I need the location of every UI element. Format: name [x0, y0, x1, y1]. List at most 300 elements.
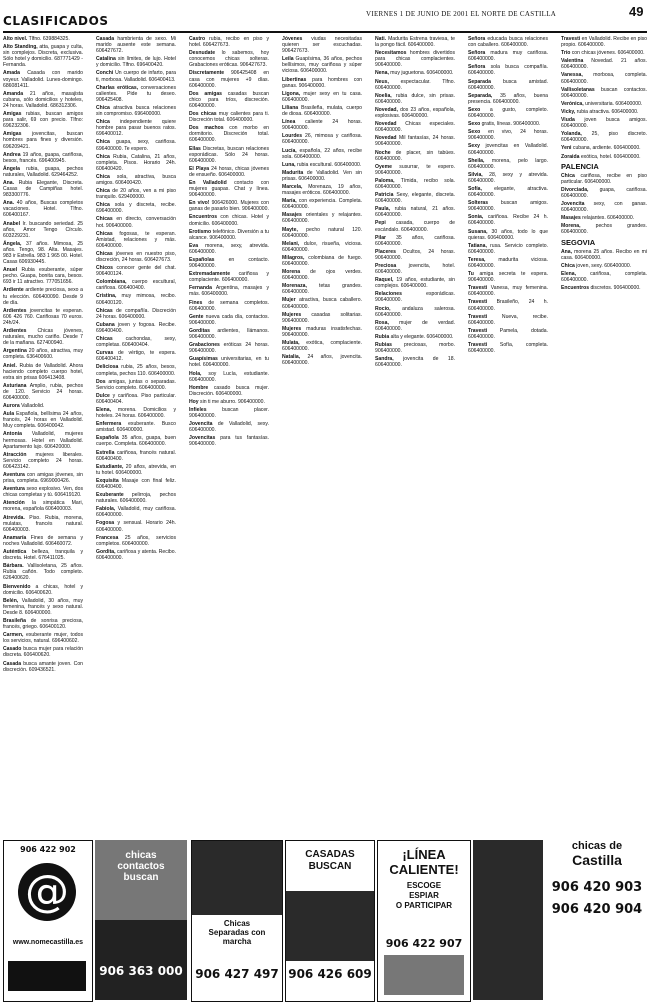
classified-ad — [3, 152, 83, 164]
ad-keyword: Sandra, — [375, 356, 394, 363]
ad-text: Ir. buscando seriedad. 25 años, Amor Tengo Círculo. 603229231. — [3, 220, 83, 239]
ad-keyword: En vivo! — [189, 200, 210, 207]
classified-ad — [96, 336, 176, 348]
ad-text: sola, atractiva, busca amigos. 606400420. — [96, 173, 176, 186]
classified-ad — [375, 291, 455, 303]
ad-text: 35 años, buena presencia. 606400000. — [468, 92, 548, 105]
classified-ad — [96, 393, 176, 405]
ad-text: española, 22 años, recibe sola. 606400000. — [282, 147, 362, 160]
classified-ad — [282, 133, 362, 145]
classified-ad — [468, 107, 548, 119]
ad-keyword: Francesa — [96, 534, 119, 541]
ad-text: con chicas. Hotel y domicilio. 606400000. — [189, 214, 269, 227]
classified-ad — [282, 77, 362, 89]
ad-text: morena, pelo largo. 606400000. — [468, 157, 548, 170]
classified-ad — [189, 50, 269, 68]
classified-ad — [282, 312, 362, 324]
ad-text: maduras insatisfechas. 906400000. — [282, 325, 362, 338]
classified-ad — [468, 158, 548, 170]
ad-keyword: Dos — [96, 378, 106, 385]
ad-line-3: ESCOGE — [406, 881, 442, 890]
ad-keyword: Ardientes — [3, 307, 27, 314]
ad-text: para tus fantasías. 906400000. — [189, 435, 269, 448]
ad-keyword: Separada — [468, 78, 491, 85]
ad-keyword: Extremadamente — [189, 271, 231, 278]
classified-ad — [282, 227, 362, 239]
classified-ad — [189, 285, 269, 297]
ad-keyword: Ardiente — [3, 287, 24, 294]
ad-text: pecho natural 120. 606400000. — [282, 226, 362, 239]
ad-text: atractiva busca relaciones sin compromiso. 696400000. — [96, 104, 176, 118]
classified-ad — [96, 139, 176, 151]
ad-chicas-contactos[interactable] — [95, 840, 187, 1000]
classified-ad — [96, 56, 176, 68]
ad-keyword: Verónica, — [561, 100, 584, 107]
ad-text: Tímida, recibo sola. 606400000. — [375, 177, 455, 190]
ad-keyword: Divorciada, — [561, 186, 589, 193]
classified-ad — [375, 342, 455, 354]
classified-ad — [468, 314, 548, 326]
ad-keyword: Travesti — [468, 313, 488, 320]
classified-ad — [468, 243, 548, 255]
classified-ad — [375, 79, 455, 91]
classified-ad — [96, 119, 176, 137]
classified-ad — [96, 492, 176, 504]
ad-text: hambrienta de sexo. Mi marido ausente este semana. 606427672. — [96, 36, 176, 55]
ad-keyword: Chica — [96, 153, 110, 160]
ad-keyword: Asturiana — [3, 382, 27, 389]
ad-text: cariñosa, recibe en piso particular. 606400000. — [561, 172, 647, 185]
ad-text: de placer, sin tabúes. 606400000. — [375, 149, 455, 162]
ad-phone: 906 422 907 — [385, 937, 463, 950]
ad-keyword: Liliana — [282, 104, 299, 111]
ad-keyword: Españolas — [189, 257, 215, 263]
ad-keyword: Estrella — [96, 449, 115, 456]
ad-text: 19 años, guapa, cariñosa, besos, francés. 696400945. — [3, 151, 83, 164]
classified-ad — [375, 150, 455, 162]
ad-keyword: Viuda — [561, 117, 575, 124]
ad-keyword: Chicas — [96, 336, 113, 343]
ad-text: 906426000. Mujeres con ganas de pasarlo bien. 906400000. — [189, 200, 269, 213]
classified-ad — [3, 549, 83, 561]
ad-keyword: Masajes — [282, 212, 302, 219]
ad-keyword: Morena — [282, 269, 301, 276]
ad-keyword: Aniel. — [3, 362, 17, 369]
ad-keyword: Necesitamos — [375, 50, 407, 57]
classified-ad — [96, 265, 176, 277]
ad-keyword: Chica — [96, 139, 110, 146]
ad-line-1: CASADAS — [305, 849, 355, 860]
ad-keyword: Travesti — [561, 36, 581, 42]
ad-text: sin ti me aburro. 906400000. — [198, 398, 265, 405]
ad-keyword: Sexo — [468, 121, 481, 128]
ad-text: Valladolid, muy cariñosa. 606400000. — [96, 506, 176, 519]
ad-text: joven busca amigos. 606400000. — [561, 117, 647, 130]
ad-keyword: Gorditas — [189, 327, 210, 334]
ad-keyword: Morenaza, — [282, 283, 307, 290]
ad-keyword: Aula — [3, 411, 15, 418]
ad-phone: 906 363 000 — [99, 964, 183, 978]
classified-ad — [3, 200, 83, 218]
ad-keyword: Ligona, — [282, 90, 301, 97]
ad-keyword: Chicas — [96, 216, 113, 223]
ad-text: sola busca compañía. 606400000. — [468, 64, 548, 77]
ad-text: Española, bellísima 24 años, francés, 24 horas en Valladolid. Muy completa. 606400042. — [3, 411, 83, 430]
classified-ad — [468, 328, 548, 340]
ad-text: rubia, recibo en piso y hotel. 606427673. — [189, 36, 269, 49]
ad-keyword: Yeni — [561, 145, 572, 152]
ad-keyword: Paloma, — [375, 177, 395, 184]
ad-text: mujeres liberales. Servicio completo 24 horas. 606423142. — [3, 451, 83, 470]
ad-keyword: Nena, — [375, 70, 389, 77]
classified-ad — [3, 486, 83, 498]
classified-ad — [189, 356, 269, 368]
ad-text: Chicas jóvenes, naturales, mucho cariño. Desde 7 de la mañana. 627400940. — [3, 328, 83, 347]
ad-text: rubia escultural. 606400000. — [295, 161, 362, 168]
classified-ad — [96, 36, 176, 54]
classified-ad — [96, 435, 176, 447]
classified-ad — [561, 173, 647, 185]
ad-keyword: Dos chicas — [189, 111, 217, 118]
ad-keyword: Belén, — [3, 597, 19, 604]
ad-text: atractiva, busca caballero. 606400000. — [282, 297, 362, 310]
classified-ad — [3, 267, 83, 285]
ad-line-1: chicas de — [571, 840, 623, 852]
ad-keyword: Ángela — [3, 165, 20, 172]
ad-banner — [8, 961, 86, 991]
ad-keyword: Placeres — [375, 248, 396, 255]
classified-ad — [468, 200, 548, 212]
ad-text: contacto con mujeres guapas. Chat y línea. 906400000. — [189, 179, 269, 199]
classified-ad — [561, 271, 647, 283]
ad-text: de sonrisa preciosa, francés, griego. 606400120. — [3, 617, 83, 631]
classified-ad — [96, 520, 176, 532]
classified-ad — [189, 91, 269, 109]
classified-ad — [3, 618, 83, 630]
ad-text: Tlfno. 639884325. — [27, 36, 70, 42]
ad-keyword: Pilar — [375, 234, 387, 241]
ad-text: Rubia exuberante, súper pecho. Guapa, bonita cara, besos. 693 ir 11 atractivo. 777051656. — [3, 267, 83, 286]
classified-ad — [561, 285, 647, 291]
ad-text: buscan placer. 906400000. — [189, 406, 269, 420]
classified-ad — [561, 154, 647, 160]
ad-keyword: Libertinas — [282, 76, 307, 83]
classified-ad — [3, 363, 83, 381]
ad-contactos[interactable] — [3, 840, 93, 1002]
ad-text: elegante, atractiva. 606400000. — [468, 185, 548, 199]
subsection-heading: PALENCIA — [561, 161, 599, 171]
classified-ad — [282, 162, 362, 168]
ad-keyword: Desnudate — [189, 50, 216, 57]
column-7 — [561, 36, 647, 838]
classified-ad — [375, 135, 455, 147]
classified-ad — [189, 146, 269, 164]
ad-keyword: Amigas — [3, 131, 22, 138]
ad-text: Discretas, buscan relaciones esporádicas. Sólo 24 horas. 606400000. — [189, 145, 269, 164]
ad-keyword: Infieles — [189, 406, 207, 413]
ad-keyword: Chica — [96, 173, 110, 180]
ad-keyword: En Valladolid — [189, 179, 227, 186]
ad-keyword: Novedad — [375, 135, 397, 142]
ad-separadas[interactable] — [191, 840, 283, 1002]
classified-ad — [3, 383, 83, 401]
ad-keyword: Madurita — [282, 169, 304, 176]
ad-keyword: Casado — [3, 646, 22, 653]
ad-photo — [384, 955, 464, 995]
ad-keyword: Dulce — [96, 392, 110, 399]
ad-keyword: Hola, — [189, 370, 202, 377]
ad-text: Madurita Estrena traviesa, te la pongo fácil. 606400000. — [375, 36, 455, 49]
ad-text: Vanesa, muy femenina. 606400000. — [468, 285, 548, 298]
classified-ad — [375, 107, 455, 119]
ad-text: 35 años, cariñosa. 606400000. — [375, 234, 455, 247]
ad-keyword: Señora — [468, 64, 486, 71]
ad-keyword: Sheila, — [468, 157, 485, 164]
ad-keyword: Novedad, — [375, 106, 398, 113]
ad-keyword: Solteras — [468, 200, 489, 207]
classified-ad — [3, 328, 83, 346]
ad-text: dos 23 años, española, explosivas. 606400000. — [375, 106, 455, 120]
ad-keyword: Mujer — [282, 297, 296, 304]
ad-text: de Valladolid. Ven sin prisas. 606400000. — [282, 169, 362, 182]
ad-keyword: Travesti — [468, 342, 488, 349]
ad-text: Masaje con final feliz. 606400400. — [96, 477, 176, 490]
ad-keyword: Tatiana, — [468, 242, 487, 249]
ad-text: sexo explosivo. Ven, dos chicas completas y tú. 606419120. — [3, 486, 83, 499]
ad-keyword: Tu — [468, 271, 474, 278]
ad-keyword: Mulata, — [282, 340, 300, 347]
ad-keyword: Anamaría — [3, 534, 27, 541]
classified-ad — [3, 166, 83, 178]
classified-ad — [375, 70, 455, 76]
ad-keyword: Noelia, — [375, 92, 392, 99]
ad-keyword: Eva — [189, 242, 199, 249]
ad-text: con experiencia. Completa. 606400000. — [282, 198, 362, 211]
classified-ad — [3, 348, 83, 360]
ad-line-2: BUSCAN — [308, 861, 352, 872]
ad-keyword: Colombiana, — [96, 279, 127, 286]
classified-ad — [282, 283, 362, 295]
classified-ad — [282, 241, 362, 253]
ad-keyword: Amanda — [3, 90, 24, 97]
classified-ad — [282, 119, 362, 131]
classified-ad — [3, 241, 83, 265]
ad-keyword: Conchi — [96, 70, 114, 77]
ad-keyword: Aventura — [3, 472, 25, 478]
classified-ad — [96, 506, 176, 518]
ad-keyword: Encuentros — [189, 214, 218, 221]
classified-ad — [189, 407, 269, 419]
ad-keyword: Raquel, — [375, 277, 394, 284]
ad-text: tetas grandes. 606400000. — [282, 283, 362, 296]
ad-keyword: Erotismo — [189, 228, 212, 235]
ad-keyword: Leila — [282, 56, 294, 63]
ad-keyword: Exquisita — [96, 477, 119, 484]
ad-keyword: Relaciones — [375, 291, 402, 298]
ad-keyword: Rubias — [375, 342, 392, 349]
classified-ad — [375, 334, 455, 340]
classified-ad — [282, 56, 362, 74]
ad-keyword: Dos amigas — [189, 90, 222, 97]
ad-casadas[interactable] — [285, 840, 375, 1002]
ad-text: educada busca relaciones con caballero. 606400000. — [468, 36, 548, 49]
ad-phone-1: 906 420 903 — [551, 880, 643, 895]
classified-ad — [282, 212, 362, 224]
ad-text: casado busca mujer. Discreción. 606400000. — [189, 384, 269, 397]
classified-ad — [375, 164, 455, 176]
classified-ad — [96, 478, 176, 490]
ad-text: de Valladolid, sexy. 606400000. — [189, 421, 269, 434]
ad-keyword: Valentina — [561, 58, 584, 65]
classified-ad — [3, 287, 83, 305]
ad-keyword: Mujeres — [282, 325, 302, 332]
ad-linea-caliente[interactable] — [377, 840, 471, 1002]
classified-ad — [96, 85, 176, 103]
ad-keyword: Vicky, — [561, 108, 576, 115]
ad-text: Un cuerpo de infarto, para ti, morbosa. Valladolid. 606400413. — [96, 70, 176, 83]
ad-text: mujer sexy en tu casa. 606400000. — [282, 90, 362, 103]
classified-ad — [189, 214, 269, 226]
ad-text: a gusto, completo. 606400000. — [468, 106, 548, 120]
ad-keyword: Melani, — [282, 240, 300, 247]
ad-keyword: Zoraida — [561, 153, 580, 160]
classified-ad — [3, 584, 83, 596]
ad-keyword: Cubana — [96, 321, 115, 328]
classified-ad — [3, 452, 83, 470]
classifieds-columns — [3, 36, 647, 838]
ad-chicas-castilla[interactable] — [473, 840, 647, 1000]
ad-keyword: Anabel — [3, 220, 20, 227]
classified-ad — [3, 111, 83, 129]
classified-ad — [561, 36, 647, 48]
ad-keyword: Chicos — [96, 265, 113, 272]
ad-keyword: Chicas — [96, 250, 113, 257]
ad-line-1: Chicas — [223, 919, 251, 928]
ad-text: Rubia, Catalina, 21 años, completa. Pisos. Horario 24h. 606400420. — [96, 153, 176, 172]
ad-keyword: Grabaciones — [189, 342, 220, 349]
ad-text: pechos grandes. 606400000. — [561, 223, 647, 236]
ad-caption: www.nomecastilla.es — [12, 939, 84, 946]
classified-ad — [375, 356, 455, 368]
ad-text: rubia natural, 21 años. 606400000. — [375, 206, 455, 219]
ad-text: rusa. Servicio completo. 606400000. — [468, 242, 548, 255]
classified-ad — [189, 342, 269, 354]
classified-ad — [189, 125, 269, 143]
ad-text: Novedad. 21 años. 606400000. — [561, 58, 647, 71]
ad-text: 37 años. Mimosa, 25 años. Tengo, 98. Alta. Masajes. 983 ir Estrella. 983 1 965 00. Hotel. Casas 606930445. — [3, 240, 83, 266]
classified-ad — [561, 263, 647, 269]
ad-text: fogosas, te esperan. Amistad, relaciones y más. 606400000. — [96, 230, 176, 249]
ad-text: 24 años, jovencita. 606400000. — [282, 354, 362, 367]
classified-ad — [96, 174, 176, 186]
ad-text: hombres divertidos para chicas complacientes. 906400000. — [375, 50, 455, 69]
ad-text: casadas buscan chico para tríos, discreción. 606400000. — [189, 90, 269, 109]
classified-ad — [561, 145, 647, 151]
classified-ad — [375, 235, 455, 247]
ad-text: de compañía. Discreción 24 horas. 606400000. — [96, 307, 176, 320]
ad-keyword: Chicas — [96, 230, 113, 237]
ad-text: mujer de verdad. 606400000. — [375, 319, 455, 332]
classified-ad — [375, 93, 455, 105]
classified-ad — [375, 50, 455, 68]
ad-keyword: Pepi — [375, 220, 386, 227]
ad-text: discretos. 906400000. — [589, 285, 641, 292]
ad-keyword: Amada — [3, 70, 20, 77]
classified-ad — [189, 166, 269, 178]
ad-text: busca mujer para relación discreta. 606400620. — [3, 646, 83, 659]
ad-text: buscan amigos. 906400000. — [468, 200, 548, 213]
ad-keyword: Línea — [282, 119, 296, 126]
ad-line-1: ¡LÍNEA — [402, 847, 446, 862]
ad-keyword: Alto nivel. — [3, 36, 28, 42]
ad-keyword: Sexo — [468, 129, 481, 136]
ad-keyword: Discretamente — [189, 70, 225, 77]
ad-keyword: Jóvenes — [282, 36, 303, 42]
ad-keyword: Chica — [96, 119, 110, 126]
classified-ad — [561, 109, 647, 115]
classified-ad — [561, 249, 647, 261]
ad-text: viudas necesitadas quieren ser escuchadas. 906427673. — [282, 36, 362, 55]
ad-text: Brasileño, 24 h. 606400000. — [468, 299, 548, 312]
ad-keyword: Charlas eróticas, — [96, 84, 139, 91]
ad-text: de 20 años, ven a mi piso tranquilo. 629400000. — [96, 188, 176, 201]
ad-text: rubia dulce, sin prisas. 606400000. — [375, 92, 455, 105]
classified-ad — [468, 257, 548, 269]
ad-text: con chicas jóvenes. 606400000. — [570, 50, 645, 57]
ad-text: 20 años, atrevida, en tu hotel. 606400000. — [96, 463, 176, 476]
classified-ad — [468, 143, 548, 155]
ad-keyword: Mujeres — [282, 311, 302, 318]
ad-line-2: contactos — [117, 861, 165, 872]
classified-ad — [3, 563, 83, 581]
ad-text: relajantes. 606400000. — [580, 215, 635, 222]
classified-ad — [561, 101, 647, 107]
ad-text: Vallisoletana, 25 años. Rubia cañón. Todo completo. 626400620. — [3, 563, 83, 582]
ad-text: rubia, guapa, pechos naturales, Valladolid. 629464252. — [3, 165, 83, 178]
ad-text: cachondas, sexy, completas. 606400404. — [96, 336, 176, 349]
ad-keyword: Natalia, — [282, 354, 301, 361]
ad-keyword: Casada — [3, 660, 22, 667]
ad-keyword: Señora — [468, 50, 486, 57]
ad-keyword: Chica — [96, 202, 110, 209]
ad-keyword: Yolanda, — [561, 131, 582, 138]
header-rule — [3, 31, 647, 33]
column-4 — [282, 36, 362, 838]
ad-text: Ocultos, 24 horas. 906400000. — [375, 248, 455, 261]
ad-keyword: Ana. — [3, 179, 15, 186]
classified-ad — [3, 632, 83, 644]
ad-text: pelirroja, pechos naturales. 606400000. — [96, 492, 176, 505]
ad-text: nueva cada día, contactos. 906400000. — [189, 313, 269, 326]
classified-ad — [468, 79, 548, 91]
classified-ad — [3, 500, 83, 512]
ad-keyword: Antonia — [3, 431, 22, 438]
column-2 — [96, 36, 176, 838]
ad-keyword: Fogosa — [96, 520, 115, 527]
classified-ad — [375, 36, 455, 48]
ad-text: Rubia de Valladolid. Ahora haciendo completo cuerpo hotel, extra sin prisas 606413408. — [3, 362, 83, 381]
ad-keyword: Sonia, — [468, 214, 484, 221]
classified-ad — [3, 131, 83, 149]
ads-strip — [3, 840, 647, 1000]
ad-text: Argentina, masajes y más. 606400000. — [189, 285, 269, 298]
ad-keyword: Luna, — [282, 161, 296, 168]
ad-keyword: Trío — [561, 50, 571, 57]
ad-keyword: Bárbara. — [3, 563, 24, 570]
classified-ad — [3, 221, 83, 239]
ad-text: morena, sexy, atrevida. 606400000. — [189, 242, 269, 255]
ad-keyword: Aventura — [3, 486, 25, 493]
